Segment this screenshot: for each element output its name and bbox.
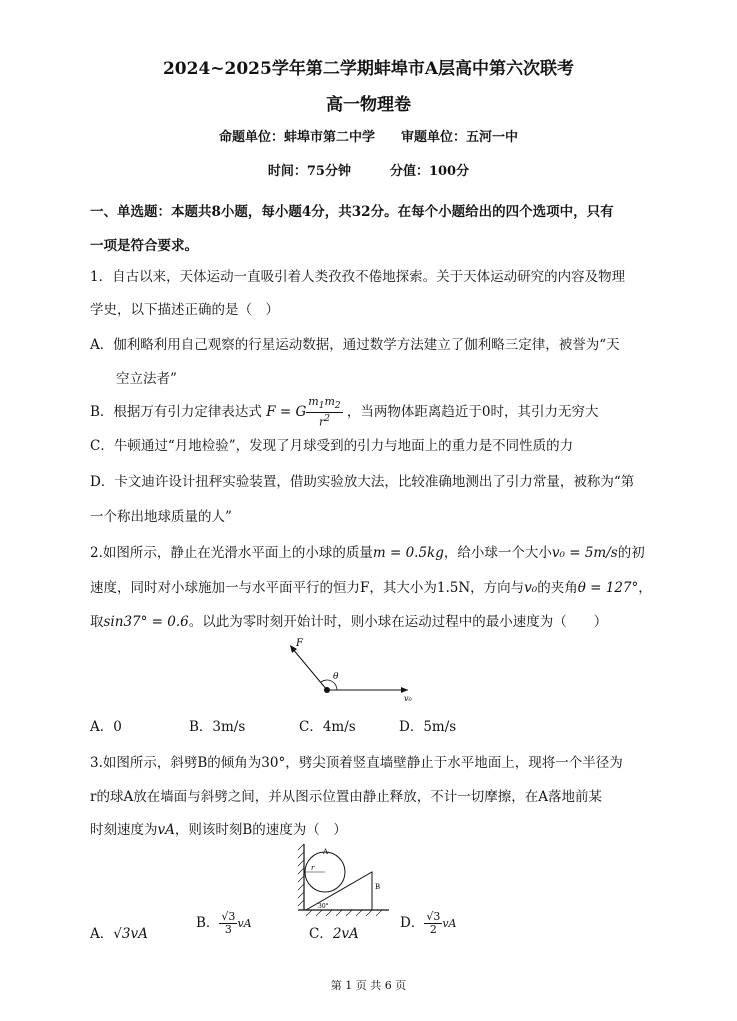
- q3-opt-b-num: √3: [221, 910, 236, 923]
- q3-opt-d-v: vA: [442, 917, 457, 930]
- q3-opt-d-num: √3: [426, 910, 441, 923]
- q3-option-a: [90, 922, 148, 942]
- q2-text: ，给小球一个大小: [443, 545, 552, 561]
- q2-line-1: [90, 541, 645, 561]
- q3-line-1: 3.如图所示，斜劈B的倾角为30°，劈尖顶着竖直墙壁静止于水平地面上，现将一个半径为: [90, 755, 623, 771]
- q1-option-b-text-end: ，当两物体距离趋近于0时，其引力无穷大: [346, 403, 599, 420]
- q1-stem-1: 1．自古以来，天体运动一直吸引着人类孜孜不倦地探索。关于天体运动研究的内容及物理: [90, 269, 626, 285]
- section-heading-line2: 一项是符合要求。: [90, 238, 198, 254]
- ground-hatching: [306, 910, 382, 916]
- label-F: F: [296, 638, 303, 649]
- q1-option-a-cont: 空立法者”: [116, 371, 177, 387]
- q2-text: 速度，同时对小球施加一与水平面平行的恒力F，其大小为1.5N，方向与: [90, 580, 525, 596]
- q2-text: 2.如图所示，静止在光滑水平面上的小球的质量: [90, 545, 373, 561]
- q3-line-3: [90, 818, 347, 838]
- q3-opt-a-value: √3vA: [113, 926, 148, 942]
- q2-option-c: C．4m/s: [299, 719, 356, 735]
- q1-option-b: [90, 396, 599, 429]
- label-B: B: [375, 883, 381, 891]
- q1-option-d: D．卡文迪许设计扭秤实验装置，借助实验放大法，比较准确地测出了引力常量，被称为“第: [90, 474, 635, 490]
- q3-opt-b-label: B．: [196, 915, 220, 931]
- q2-v0: v₀: [524, 580, 538, 596]
- q1-stem-2: 学史，以下描述正确的是（ ）: [90, 302, 279, 318]
- page-footer: 第 1 页 共 6 页: [330, 979, 407, 992]
- label-theta: θ: [333, 672, 339, 682]
- label-v0: v₀: [404, 694, 412, 703]
- q2-text: 的初: [617, 545, 645, 561]
- q3-opt-c-label: C．: [309, 926, 333, 942]
- q2-line-3: [90, 610, 607, 630]
- force-vector: [292, 648, 327, 690]
- q3-option-d: [400, 911, 457, 936]
- q2-line-2: [90, 576, 652, 596]
- q2-text: ，: [638, 580, 652, 596]
- q2-option-a: A．0: [90, 719, 122, 735]
- q3-wedge-diagram: [294, 840, 394, 916]
- label-angle: 30°: [318, 903, 329, 910]
- gravity-formula: F = G $\frac{m_1m_2}{r^2}$: [266, 395, 341, 429]
- exam-title: 2024~2025学年第二学期蚌埠市A层高中第六次联考: [162, 59, 575, 79]
- q3-option-c: [309, 922, 359, 942]
- wall-hatching: [298, 844, 304, 906]
- exam-subtitle: 高一物理卷: [326, 95, 411, 115]
- q2-text: 。以此为零时刻开始计时，则小球在运动过程中的最小速度为（ ）: [188, 614, 608, 630]
- q1-option-a: A．伽利略利用自己观察的行星运动数据，通过数学方法建立了伽利略三定律，被誉为“天: [90, 337, 620, 353]
- q3-opt-c-value: 2vA: [332, 926, 359, 942]
- q3-va: vA: [157, 822, 175, 838]
- q2-text: 取: [90, 614, 104, 630]
- q2-text: 的夹角: [537, 580, 578, 596]
- q2-velocity: v₀ = 5m/s: [551, 545, 618, 561]
- label-A: A: [323, 848, 329, 856]
- wedge-B: [306, 872, 372, 910]
- exam-meta: 命题单位：蚌埠市第二中学 审题单位：五河一中: [218, 130, 518, 145]
- q3-opt-a-label: A．: [90, 926, 114, 942]
- section-heading-line1: 一、单选题：本题共8小题，每小题4分，共32分。在每个小题给出的四个选项中，只有: [90, 204, 614, 220]
- q2-option-b: B．3m/s: [189, 719, 246, 735]
- q3-text: ，则该时刻B的速度为（ ）: [174, 822, 347, 838]
- q3-line-2: r的球A放在墙面与斜劈之间，并从图示位置由静止释放，不计一切摩擦，在A落地前某: [90, 789, 602, 805]
- exam-time: 时间：75分钟 分值：100分: [267, 164, 470, 179]
- q1-option-b-text: B．根据万有引力定律表达式: [90, 403, 262, 420]
- v0-arrowhead: [401, 687, 408, 693]
- q3-opt-b-den: 3: [224, 923, 232, 936]
- q3-opt-d-den: 2: [429, 923, 437, 936]
- q3-option-b: [196, 911, 252, 936]
- label-r: r: [311, 864, 315, 872]
- q3-opt-d-label: D．: [400, 915, 425, 931]
- q2-force-diagram: [280, 634, 420, 704]
- q1-option-d-cont: 一个称出地球质量的人”: [90, 509, 232, 525]
- q3-text: 时刻速度为: [90, 822, 158, 838]
- q3-opt-b-v: vA: [237, 917, 252, 930]
- q2-sin: sin37° = 0.6: [103, 614, 189, 630]
- q1-option-c: C．牛顿通过“月地检验”，发现了月球受到的引力与地面上的重力是不同性质的力: [90, 438, 574, 454]
- q2-theta: θ = 127°: [577, 580, 639, 596]
- q2-option-d: D．5m/s: [399, 719, 457, 735]
- ball: [324, 687, 330, 693]
- q2-mass: m = 0.5kg: [372, 545, 444, 561]
